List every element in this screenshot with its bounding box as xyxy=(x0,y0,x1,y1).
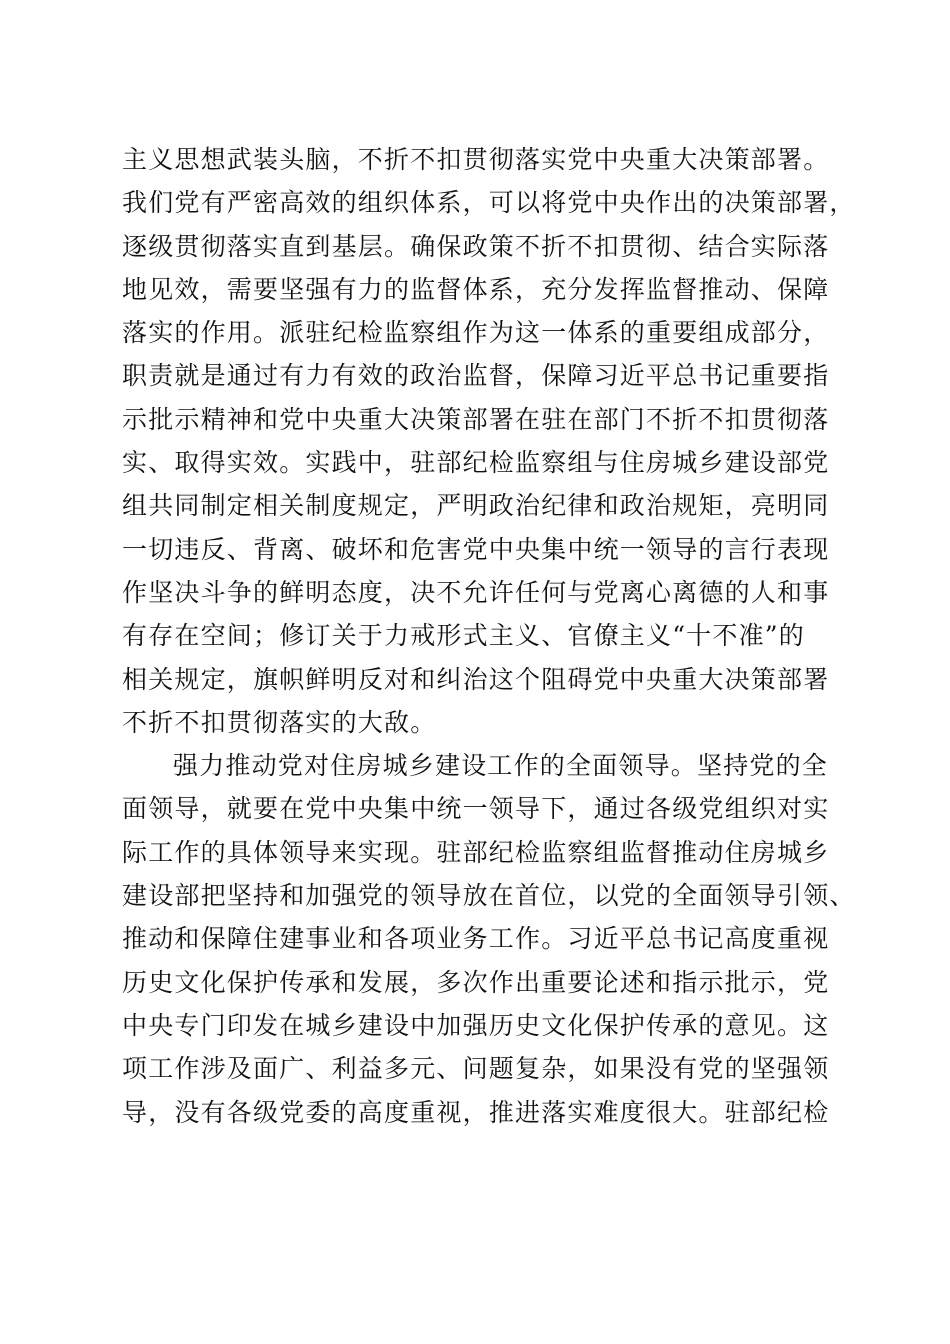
text-line: 导，没有各级党委的高度重视，推进落实难度很大。驻部纪检 xyxy=(122,1097,830,1127)
text-line: 相关规定，旗帜鲜明反对和纠治这个阻碍党中央重大决策部署 xyxy=(122,664,830,694)
text-line: 面领导，就要在党中央集中统一领导下，通过各级党组织对实 xyxy=(122,794,830,824)
text-line: 中央专门印发在城乡建设中加强历史文化保护传承的意见。这 xyxy=(122,1010,830,1040)
paragraph-1 xyxy=(122,138,856,744)
text-line: 主义思想武装头脑，不折不扣贯彻落实党中央重大决策部署。 xyxy=(122,145,830,174)
body-text xyxy=(122,138,856,1134)
text-line: 落实的作用。派驻纪检监察组作为这一体系的重要组成部分， xyxy=(122,318,830,348)
text-line: 地见效，需要坚强有力的监督体系，充分发挥监督推动、保障 xyxy=(122,274,830,304)
text-line: 建设部把坚持和加强党的领导放在首位，以党的全面领导引领、 xyxy=(122,881,856,911)
text-line-first-indented: 强力推动党对住房城乡建设工作的全面领导。坚持党的全 xyxy=(173,751,829,781)
paragraph-2 xyxy=(122,744,856,1134)
text-line: 推动和保障住建事业和各项业务工作。习近平总书记高度重视 xyxy=(122,924,830,954)
text-line: 组共同制定相关制度规定，严明政治纪律和政治规矩，亮明同 xyxy=(122,491,830,521)
text-line: 有存在空间；修订关于力戒形式主义、官僚主义“十不准”的 xyxy=(122,621,805,651)
text-line: 历史文化保护传承和发展，多次作出重要论述和指示批示，党 xyxy=(122,967,830,997)
text-line: 一切违反、背离、破坏和危害党中央集中统一领导的言行表现 xyxy=(122,534,830,564)
text-line: 不折不扣贯彻落实的大敌。 xyxy=(122,707,437,737)
text-line: 作坚决斗争的鲜明态度，决不允许任何与党离心离德的人和事 xyxy=(122,577,830,607)
text-line: 我们党有严密高效的组织体系，可以将党中央作出的决策部署， xyxy=(122,188,856,218)
text-line: 际工作的具体领导来实现。驻部纪检监察组监督推动住房城乡 xyxy=(122,837,830,867)
text-line: 示批示精神和党中央重大决策部署在驻在部门不折不扣贯彻落 xyxy=(122,404,830,434)
text-line: 职责就是通过有力有效的政治监督，保障习近平总书记重要指 xyxy=(122,361,830,391)
text-line: 逐级贯彻落实直到基层。确保政策不折不扣贯彻、结合实际落 xyxy=(122,231,830,261)
text-line: 实、取得实效。实践中，驻部纪检监察组与住房城乡建设部党 xyxy=(122,448,830,478)
text-line: 项工作涉及面广、利益多元、问题复杂，如果没有党的坚强领 xyxy=(122,1054,830,1084)
